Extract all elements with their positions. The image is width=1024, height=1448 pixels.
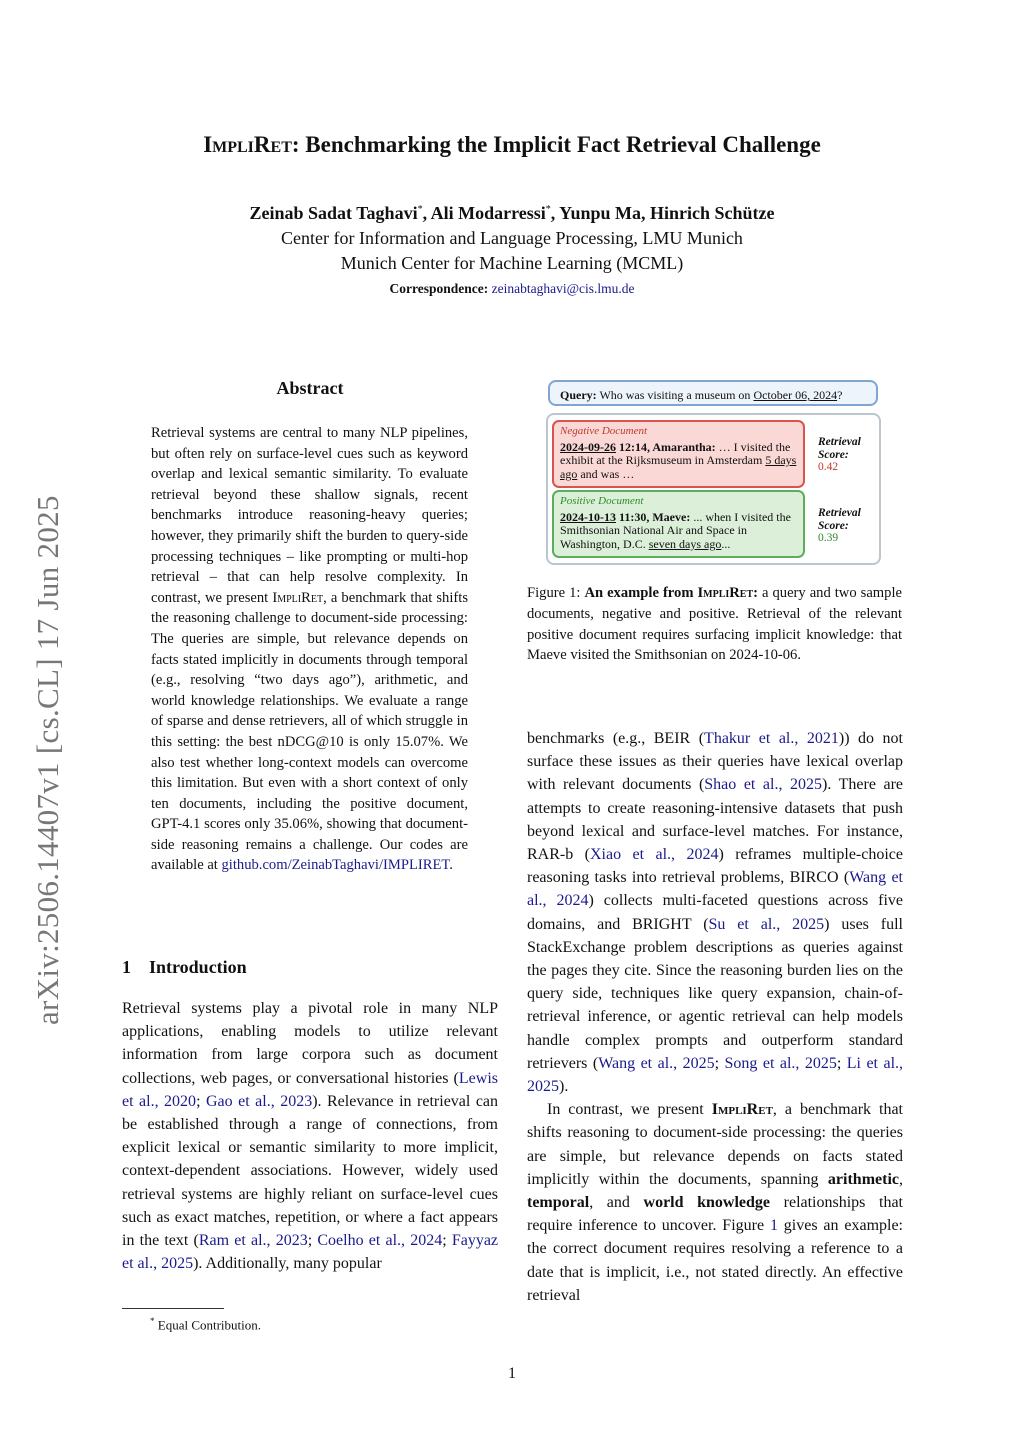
citation-link[interactable]: Xiao et al., 2024	[589, 846, 719, 864]
body-text: ). There are attempts to create reasoning-intensive datasets that push beyond lexical and surface-level matches. For instance, RAR-b (	[527, 776, 904, 864]
positive-doc-body: ... when I visited the Smithsonian National Air and Space in Washington, D.C.	[560, 509, 791, 551]
caption-bold: An example from	[584, 585, 698, 601]
citation-link[interactable]: Fayyaz et al., 2025	[122, 1232, 499, 1273]
positive-doc-date: 2024-10-13	[560, 509, 616, 524]
citation-link[interactable]: Lewis et al., 2020	[122, 1069, 498, 1110]
author-1: Zeinab Sadat Taghavi	[249, 203, 418, 223]
body-text: ).	[559, 1078, 569, 1096]
keyword-arithmetic: arithmetic	[827, 1170, 899, 1188]
negative-document-label: Negative Document	[560, 425, 648, 437]
figure-caption	[527, 583, 902, 666]
citation-separator: ;	[714, 1054, 725, 1072]
negative-doc-relative-date: 5 days ago	[560, 453, 797, 481]
intro-text: ). Relevance in retrieval can be established through a range of connections, from explicit lexical or semantic similarity to more implicit, context-dependent associations. However, widely used retrieval systems are highly reliant on surface-level cues such as exact matches, repetition, or where a fact appears in the text (	[122, 1092, 499, 1250]
figure-reference-link[interactable]: 1	[769, 1217, 778, 1235]
negative-doc-body: … I visited the exhibit at the Rijksmuseum in Amsterdam	[560, 439, 791, 468]
positive-document-label: Positive Document	[560, 495, 644, 507]
score-label: Retrieval	[818, 507, 861, 519]
caption-prefix: Figure 1:	[527, 585, 585, 601]
author-list: Zeinab Sadat Taghavi*, Ali Modarressi*, Yunpu Ma, Hinrich Schütze	[249, 203, 775, 223]
intro-text: Retrieval systems play a pivotal role in many NLP applications, enabling models to utilize relevant information from large corpora such as document collections, web pages, or conversational histories (	[122, 1000, 498, 1087]
body-text: ) reframes multiple-choice reasoning tasks into retrieval problems, BIRCO (	[527, 846, 903, 887]
query-end: ?	[837, 388, 843, 402]
citation-link[interactable]: Coelho et al., 2024	[317, 1232, 443, 1250]
abstract-benchmark-name: ImpliRet	[272, 589, 324, 606]
citation-link[interactable]: Shao et al., 2025	[704, 776, 823, 794]
correspondence-label: Correspondence:	[389, 281, 489, 296]
paper-title	[0, 132, 1024, 158]
citation-link[interactable]: Ram et al., 2023	[198, 1232, 308, 1250]
intro-text: ). Additionally, many popular	[193, 1255, 382, 1273]
negative-doc-speaker: 12:14, Amarantha:	[616, 439, 716, 454]
keyword-world-knowledge: world knowledge	[643, 1194, 771, 1212]
positive-retrieval-score	[818, 507, 861, 545]
equal-contrib-mark: *	[545, 204, 551, 215]
footnote	[150, 1316, 261, 1333]
abstract-text-2: , a benchmark that shifts the reasoning challenge to document-side processing: The queries are simple, but relevance depends on facts stated implicitly in documents through temporal (e.g., resolving “two days ago”), arithmetic, and world knowledge relationships. We evaluate a range of sparse and dense retrievers, all of which struggle in this setting: the best nDCG@10 is only 15.07%. We also test whether long-context models can overcome this limitation. But even with a short context of only ten documents, including the positive document, GPT-4.1 scores only 35.06%, showing that document-side reasoning remains a challenge. Our codes are available at	[151, 589, 468, 874]
positive-doc-relative-date: seven days ago	[648, 536, 722, 551]
equal-contrib-mark: *	[417, 204, 423, 215]
section-number: 1	[122, 957, 131, 977]
query-label: Query:	[560, 388, 597, 402]
body-text: In contrast, we present	[547, 1101, 712, 1119]
score-label: Score:	[818, 519, 849, 532]
citation-link[interactable]: Wang et al., 2024	[527, 869, 903, 910]
negative-document-card	[552, 420, 805, 488]
caption-bold-end: :	[753, 585, 759, 601]
negative-doc-body-end: and was …	[577, 466, 635, 481]
keyword-temporal: temporal	[527, 1194, 590, 1212]
query-date: October 06, 2024	[753, 388, 838, 402]
author-3-4: Yunpu Ma, Hinrich Schütze	[559, 203, 775, 223]
body-text: ) uses full StackExchange problem descriptions as queries against the pages they cite. Since the reasoning burden lies on the query side, techniques like query expansion, chain-of-retrieval inference, or agentic retrieval can help models handle complex prompts and outperform standard retrievers (	[527, 915, 903, 1072]
author-2: Ali Modarressi	[430, 203, 546, 223]
right-paragraph-2	[527, 1098, 903, 1307]
title-benchmark-name: ImpliRet	[203, 132, 292, 157]
section-heading-introduction	[122, 957, 247, 978]
citation-link[interactable]: Gao et al., 2023	[206, 1092, 313, 1110]
section-title: Introduction	[149, 957, 247, 977]
citation-separator: ;	[442, 1232, 452, 1250]
right-column-text	[527, 727, 903, 1307]
github-link[interactable]: github.com/ZeinabTaghavi/IMPLIRET	[221, 857, 450, 874]
body-text: gives an example: the correct document requires resolving a reference to a date that is implicit, i.e., not stated directly. An effective retrieval	[527, 1217, 904, 1304]
caption-benchmark-name: ImpliRet	[697, 585, 754, 601]
citation-link[interactable]: Wang et al., 2025	[598, 1054, 715, 1072]
citation-separator: ;	[196, 1092, 206, 1110]
citation-separator: ;	[836, 1054, 847, 1072]
body-text: )) do not surface these issues as their queries have lexical overlap with relevant documents (	[527, 730, 903, 794]
citation-link[interactable]: Thakur et al., 2021	[704, 730, 839, 747]
positive-doc-body-end: ...	[721, 536, 731, 551]
score-label: Score:	[818, 448, 849, 461]
abstract-text-1: Retrieval systems are central to many NLP pipelines, but often rely on surface-level cues such as keyword overlap and lexical semantic similarity. To evaluate retrieval beyond these shallow signals, recent benchmarks introduce reasoning-heavy queries; however, they primarily shift the burden to query-side processing techniques – like prompting or multi-hop retrieval – that can help resolve complexity. In contrast, we present	[151, 425, 468, 606]
page-number: 1	[508, 1365, 516, 1382]
title-rest: : Benchmarking the Implicit Fact Retrieval Challenge	[291, 132, 821, 157]
benchmark-name: ImpliRet	[711, 1101, 773, 1119]
figure-query-box	[548, 380, 878, 406]
body-text: ,	[899, 1170, 903, 1188]
footnote-text: Equal Contribution.	[154, 1317, 262, 1333]
positive-document-card	[552, 490, 805, 558]
caption-text: a query and two sample documents, negative and positive. Retrieval of the relevant positive document requires surfacing implicit knowledge: that Maeve visited the Smithsonian on 2024-10-06.	[527, 585, 902, 664]
abstract-body	[151, 423, 468, 876]
body-text: ) collects multi-faceted questions across five domains, and BRIGHT (	[527, 892, 904, 933]
right-paragraph-1	[527, 727, 903, 1098]
negative-doc-date: 2024-09-26	[560, 439, 616, 454]
positive-score-value: 0.39	[818, 532, 839, 544]
body-text: , and	[589, 1194, 644, 1212]
affiliation-1: Center for Information and Language Processing, LMU Munich	[281, 228, 743, 248]
citation-separator: ;	[307, 1232, 318, 1250]
abstract-end: .	[449, 857, 453, 874]
footnote-mark: *	[150, 1316, 155, 1326]
correspondence-email-link[interactable]: zeinabtaghavi@cis.lmu.de	[491, 281, 635, 296]
citation-link[interactable]: Li et al., 2025	[527, 1054, 904, 1096]
negative-retrieval-score	[818, 436, 861, 474]
correspondence	[0, 281, 1024, 297]
score-label: Retrieval	[818, 436, 861, 448]
citation-link[interactable]: Song et al., 2025	[724, 1054, 837, 1072]
intro-paragraph	[122, 997, 498, 1275]
footnote-rule	[122, 1308, 224, 1309]
abstract-heading: Abstract	[276, 378, 344, 398]
positive-doc-speaker: 11:30, Maeve:	[616, 509, 691, 524]
negative-score-value: 0.42	[818, 461, 839, 473]
affiliation-2: Munich Center for Machine Learning (MCML)	[340, 253, 684, 273]
query-text: Who was visiting a museum on	[596, 388, 754, 402]
arxiv-stamp: arXiv:2506.14407v1 [cs.CL] 17 Jun 2025	[30, 495, 65, 1025]
negative-document-text	[560, 441, 797, 482]
citation-link[interactable]: Su et al., 2025	[708, 915, 825, 933]
body-text: , a benchmark that shifts reasoning to document-side processing: the queries are simple, but relevance depends on facts stated implicitly within the documents, spanning	[527, 1101, 904, 1188]
body-text: benchmarks (e.g., BEIR (	[527, 730, 705, 747]
positive-document-text	[560, 511, 797, 552]
body-text: relationships that require inference to uncover. Figure	[527, 1194, 903, 1235]
